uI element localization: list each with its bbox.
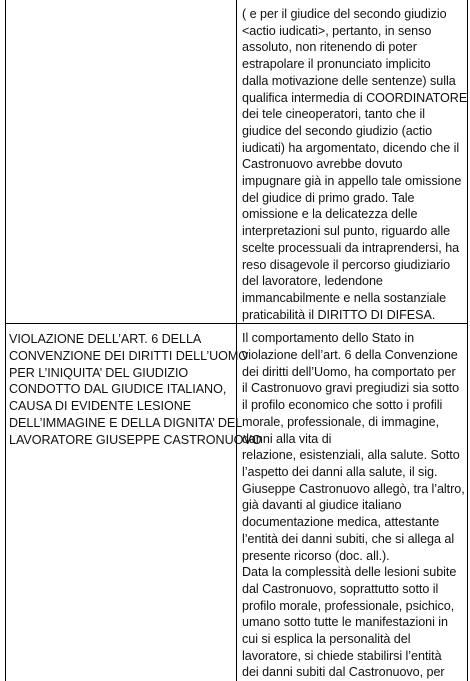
table-row-2 bbox=[6, 324, 468, 681]
row1-right-text bbox=[237, 0, 467, 323]
row1-right-line: estrapolare il pronunciato implicito bbox=[242, 57, 431, 72]
row2-right-line: umano sotto tutte le manifestazioni in bbox=[242, 615, 449, 630]
row1-right-line: giudice del secondo giudizio (actio bbox=[242, 123, 433, 138]
row2-heading-line: LAVORATORE GIUSEPPE CASTRONUOVO bbox=[9, 432, 262, 447]
row1-right-line: <actio iudicati>, pertanto, in senso bbox=[242, 23, 432, 38]
row2-left-cell bbox=[6, 324, 262, 681]
row2-right-cell bbox=[237, 324, 468, 681]
row1-right-line: dei tele cineoperatori, tanto che il bbox=[242, 107, 426, 122]
row1-left-cell bbox=[6, 0, 237, 324]
row1-right-line: impugnare già in appello tale omissione bbox=[242, 174, 462, 189]
row1-right-line: reso disagevole il percorso giudiziario bbox=[242, 257, 451, 272]
row2-right-line: cui si esplica la personalità del bbox=[242, 632, 411, 647]
row1-right-line: del giudice di primo grado. Tale bbox=[242, 190, 415, 205]
row1-right-cell bbox=[237, 0, 468, 324]
row2-right-line: già davanti al giudice italiano bbox=[242, 498, 402, 513]
row2-heading-line: CONVENZIONE DEI DIRITTI DELL’UOMO bbox=[9, 349, 249, 364]
row2-heading-line: PER L’INIQUITA’ DEL GIUDIZIO bbox=[9, 365, 189, 380]
row2-right-line: il Castronuovo gravi pregiudizi sia sotto bbox=[242, 381, 460, 396]
row2-right-line: violazione dell’art. 6 della Convenzione bbox=[242, 348, 458, 363]
row2-right-line: dal Castronuovo, soprattutto sotto il bbox=[242, 581, 439, 596]
row1-right-line: assoluto, non ritenendo di poter bbox=[242, 40, 417, 55]
row1-right-line: ( e per il giudice del secondo giudizio bbox=[242, 7, 447, 21]
row2-right-line: l’aspetto dei danni alla salute, il sig. bbox=[242, 464, 438, 479]
row2-right-line: morale, professionale, di immagine, bbox=[242, 414, 440, 429]
row2-right-line: danni alla vita di bbox=[242, 431, 332, 446]
row1-right-line: praticabilità il DIRITTO DI DIFESA. bbox=[242, 307, 436, 322]
row2-right-text bbox=[237, 324, 467, 681]
row1-right-line: del lavoratore, ledendone bbox=[242, 274, 383, 289]
row2-right-line: dei diritti dell’Uomo, ha comportato per bbox=[242, 364, 456, 379]
row2-heading-line: VIOLAZIONE DELL’ART. 6 DELLA bbox=[9, 332, 202, 347]
row1-right-line: interpretazioni sul punto, riguardo alle bbox=[242, 224, 451, 239]
table-row-1 bbox=[6, 0, 468, 324]
row2-right-line: dei danni subiti dal Castronuovo, per bbox=[242, 665, 445, 680]
row1-right-line: iudicati) ha argomentato, dicendo che il bbox=[242, 140, 460, 155]
row2-right-line: Il comportamento dello Stato in bbox=[242, 331, 415, 346]
row2-heading-line: DELL’IMMAGINE E DELLA DIGNITA’ DEL bbox=[9, 415, 243, 430]
row2-heading-text bbox=[6, 324, 262, 448]
row1-right-line: scelte processuali da intraprendersi, ha bbox=[242, 240, 460, 255]
row2-right-line: Data la complessità delle lesioni subite bbox=[242, 565, 457, 580]
row1-right-line: qualifica intermedia di COORDINATORE bbox=[242, 90, 468, 105]
row2-heading-line: CAUSA DI EVIDENTE LESIONE bbox=[9, 399, 192, 414]
row2-right-line: l’entità dei danni subiti, che si allega al bbox=[242, 531, 455, 546]
row1-right-line: Castronuovo avrebbe dovuto bbox=[242, 157, 403, 172]
row2-heading-line: CONDOTTO DAL GIUDICE ITALIANO, bbox=[9, 382, 227, 397]
row2-right-line: relazione, esistenziali, alla salute. Sotto bbox=[242, 448, 460, 463]
row2-right-line: il profilo economico che sotto i profili bbox=[242, 398, 443, 413]
row1-right-line: immancabilmente e nella sostanziale bbox=[242, 290, 447, 305]
document-table bbox=[5, 0, 468, 681]
row2-right-line: Giuseppe Castronuovo allegò, tra l’altro, bbox=[242, 481, 465, 496]
row2-right-line: documentazione medica, attestante bbox=[242, 515, 440, 530]
row1-right-line: omissione e la delicatezza delle bbox=[242, 207, 418, 222]
row1-right-line: dalla motivazione delle sentenze) sulla bbox=[242, 73, 456, 88]
row2-right-line: lavoratore, si chiede stabilirsi l’entità bbox=[242, 648, 442, 663]
row2-right-line: presente ricorso (doc. all.). bbox=[242, 548, 390, 563]
row2-right-line: profilo morale, professionale, psichico, bbox=[242, 598, 455, 613]
